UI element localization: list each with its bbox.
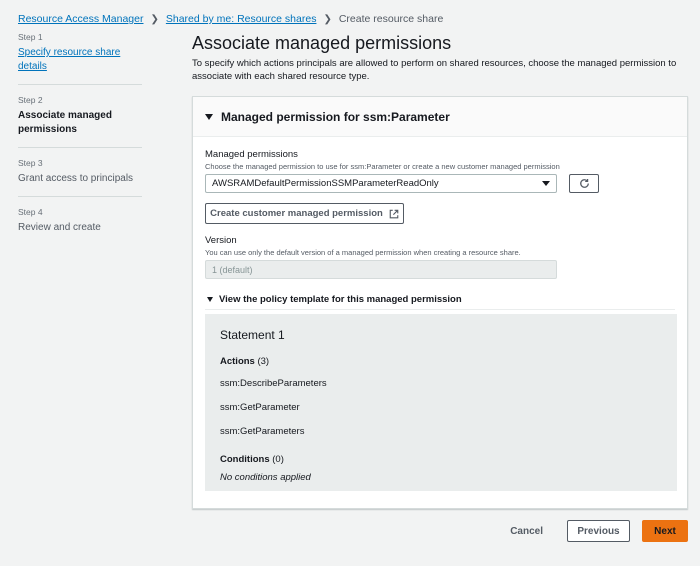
version-input: 1 (default): [205, 260, 557, 279]
divider: [205, 309, 675, 310]
version-label: Version: [205, 235, 237, 246]
policy-toggle-label: View the policy template for this managed permission: [219, 294, 462, 305]
version-hint: You can use only the default version of a managed permission when creating a resource share.: [205, 248, 521, 257]
actions-count: (3): [257, 356, 270, 367]
step-number: Step 1: [18, 32, 43, 42]
wizard-footer: [498, 520, 688, 542]
permissions-hint: Choose the managed permission to use for ssm:Parameter or create a new customer managed permission: [205, 162, 560, 171]
breadcrumb-resource-shares[interactable]: Shared by me: Resource shares: [165, 13, 317, 25]
create-customer-permission-button[interactable]: [205, 203, 404, 224]
statement-title: Statement 1: [220, 328, 285, 342]
step-label-grant-access: Grant access to principals: [18, 173, 134, 184]
conditions-heading: [220, 454, 662, 465]
wizard-step-4: [18, 207, 142, 245]
breadcrumb-current: Create resource share: [338, 13, 444, 25]
step-label-associate-permissions: Associate managed permissions: [18, 110, 112, 135]
actions-label: Actions: [220, 356, 255, 367]
step-number: Step 2: [18, 95, 43, 105]
policy-template-toggle[interactable]: [207, 294, 462, 305]
breadcrumb: [18, 13, 443, 25]
cancel-button[interactable]: Cancel: [498, 526, 555, 537]
policy-template: [205, 314, 677, 491]
wizard-steps: [18, 32, 142, 255]
chevron-right-icon: ❯: [323, 13, 332, 25]
permissions-label: Managed permissions: [205, 149, 298, 160]
action-item: ssm:DescribeParameters: [220, 378, 327, 389]
action-item: ssm:GetParameter: [220, 402, 300, 413]
caret-down-icon: [207, 297, 213, 302]
external-link-icon: [389, 209, 399, 219]
step-number: Step 4: [18, 207, 43, 217]
step-link-specify-details[interactable]: Specify resource share details: [18, 47, 121, 72]
actions-heading: [220, 356, 662, 367]
caret-down-icon: [542, 181, 550, 186]
step-number: Step 3: [18, 158, 43, 168]
caret-down-icon: [205, 114, 213, 120]
chevron-right-icon: ❯: [150, 13, 159, 25]
conditions-label: Conditions: [220, 454, 270, 465]
conditions-count: (0): [272, 454, 284, 465]
page-title: Associate managed permissions: [192, 33, 452, 53]
conditions-empty: No conditions applied: [220, 472, 311, 483]
action-item: ssm:GetParameters: [220, 426, 305, 437]
create-button-label: Create customer managed permission: [210, 208, 383, 219]
panel-title: Managed permission for ssm:Parameter: [221, 109, 450, 124]
permission-select-value: AWSRAMDefaultPermissionSSMParameterReadOnly: [212, 178, 439, 189]
wizard-step-3: [18, 158, 142, 197]
wizard-step-2: [18, 95, 142, 148]
breadcrumb-resource-access-manager[interactable]: Resource Access Manager: [18, 13, 144, 25]
next-button[interactable]: Next: [642, 520, 688, 542]
permission-select[interactable]: [205, 174, 557, 193]
page-description: To specify which actions principals are allowed to perform on shared resources, choose the managed permission to associate with each shared resource type.: [192, 58, 677, 82]
refresh-button[interactable]: [569, 174, 599, 193]
panel-header[interactable]: [193, 97, 687, 137]
wizard-step-1: [18, 32, 142, 85]
refresh-icon: [579, 178, 590, 189]
managed-permission-panel: [192, 96, 688, 509]
previous-button[interactable]: Previous: [567, 520, 630, 542]
step-label-review: Review and create: [18, 222, 101, 233]
